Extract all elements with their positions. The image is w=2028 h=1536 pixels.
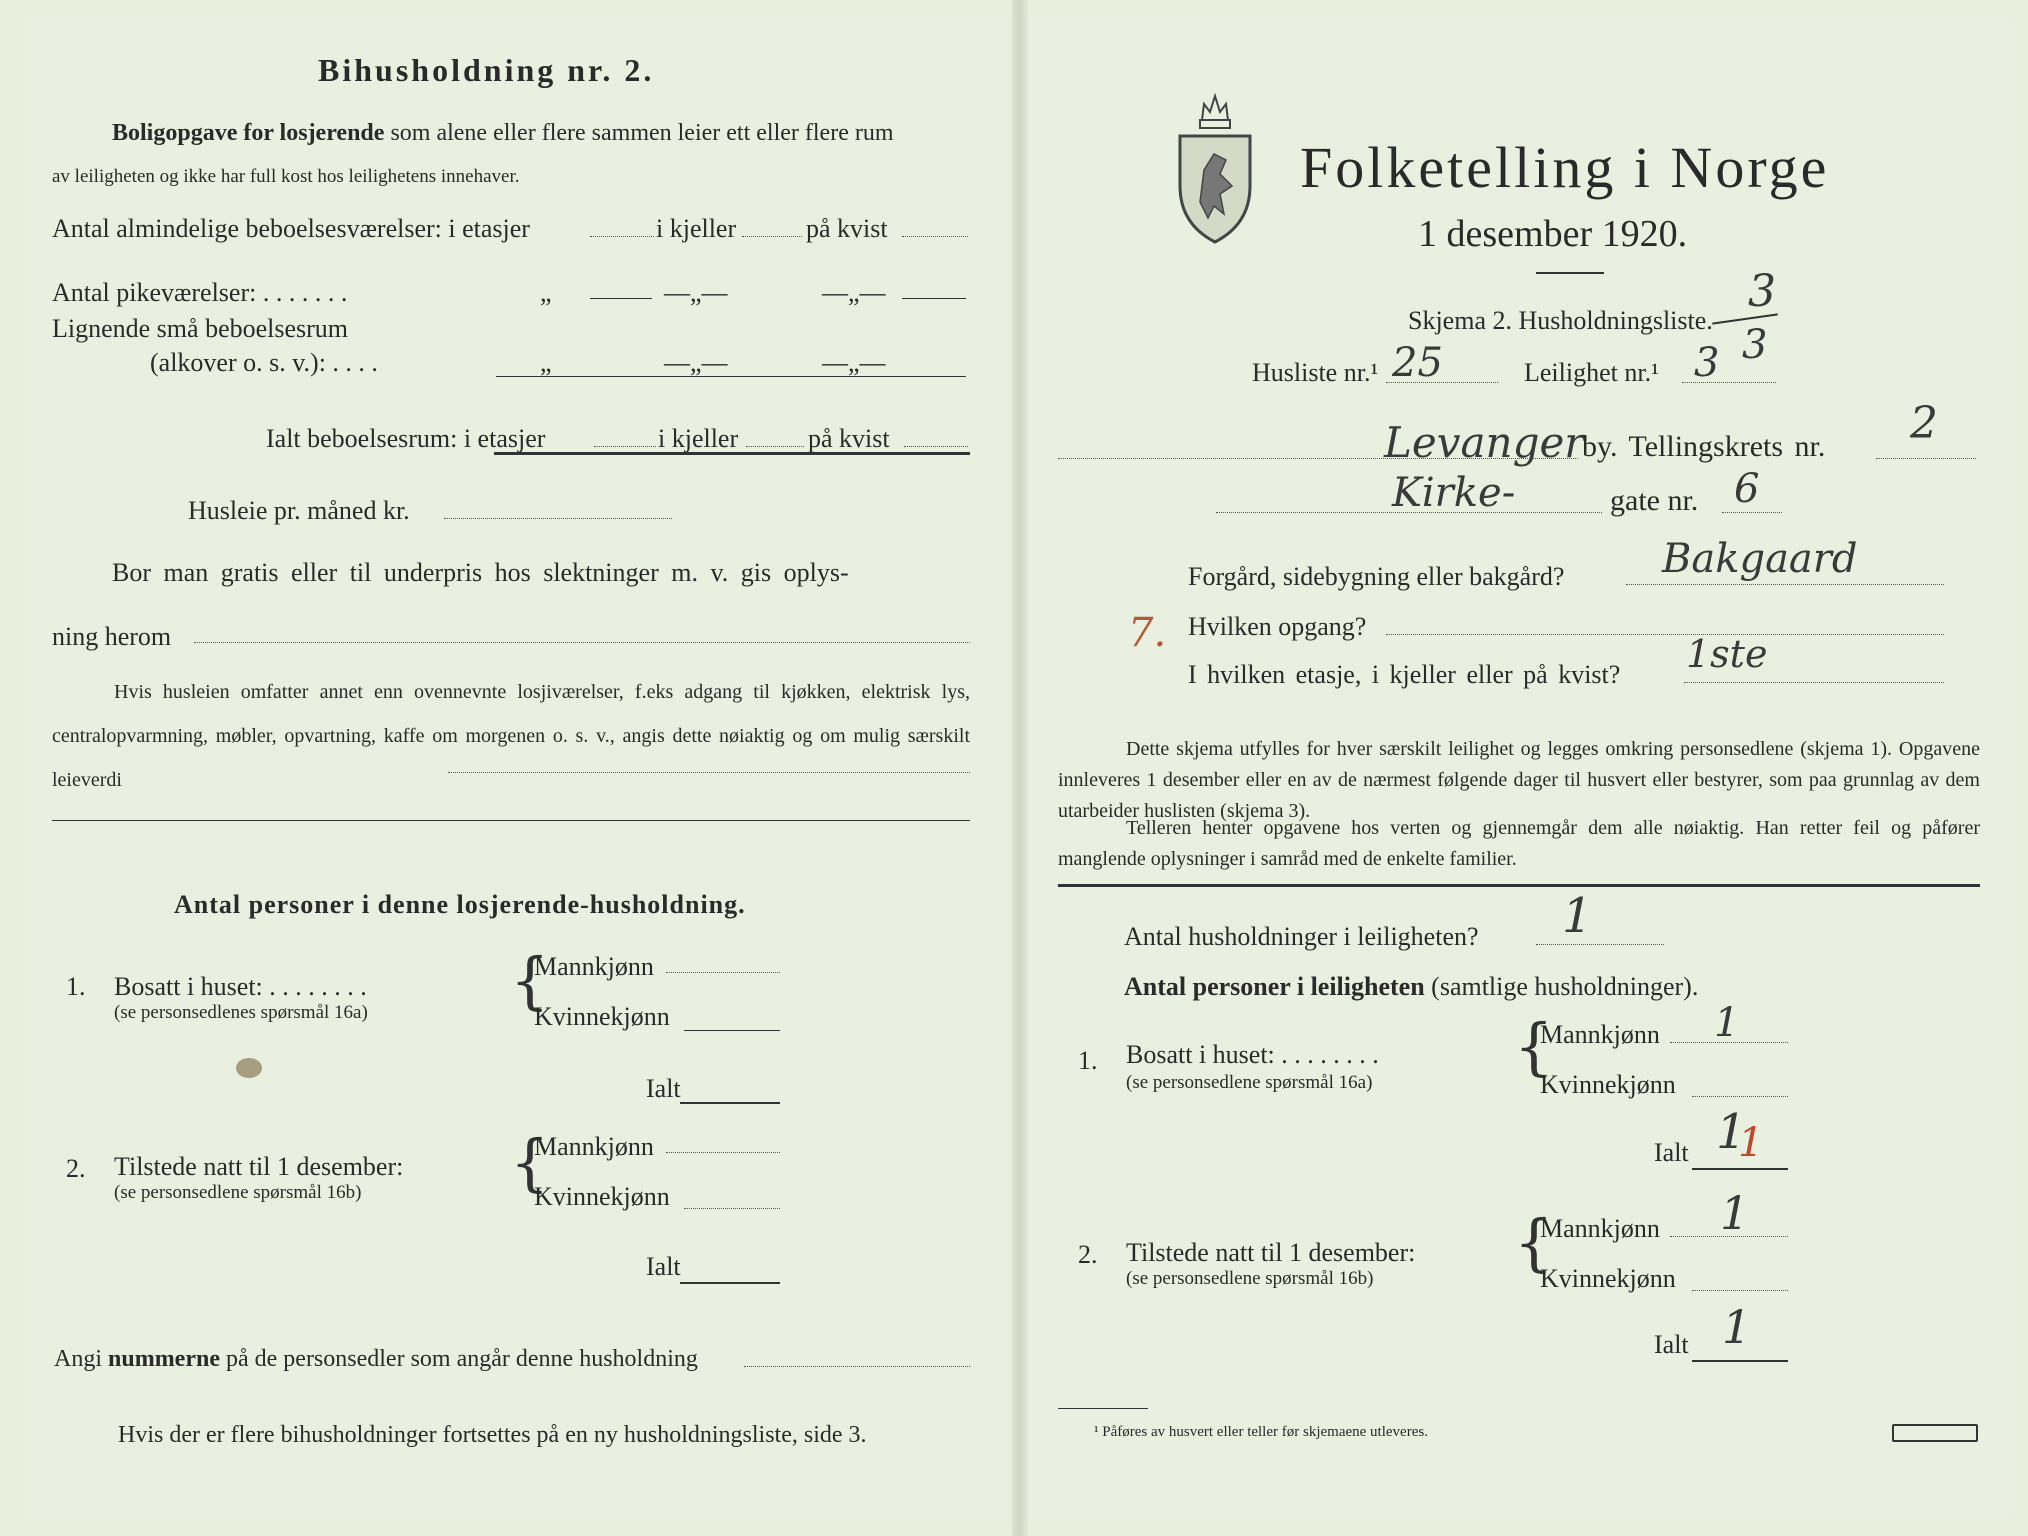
leilighet-value: 3 (1694, 340, 1720, 386)
antal-hush-label: Antal husholdninger i leiligheten? (1124, 922, 1479, 951)
left-q2-kvinne-label: Kvinnekjønn (534, 1182, 670, 1211)
right-q2-label: Tilstede natt til 1 desember: (1126, 1238, 1416, 1267)
ialt-kvist-field (904, 446, 968, 447)
ialt-etasjer-field (594, 446, 656, 447)
left-q1-kvinne-label: Kvinnekjønn (534, 1002, 670, 1031)
opgang-label: Hvilken opgang? (1188, 612, 1367, 641)
left-q1-brace: { (510, 944, 550, 1017)
right-q2-mann-value: 1 (1720, 1186, 1750, 1240)
right-q2-mann-field (1670, 1236, 1788, 1237)
rooms-kjeller-field (742, 236, 802, 237)
left-q2-ialt-field (680, 1282, 780, 1284)
ialt-kjeller-field (746, 446, 804, 447)
right-q2-ialt-field (1692, 1360, 1788, 1362)
rooms-kvist-field (902, 236, 968, 237)
right-q2-mann-label: Mannkjønn (1540, 1214, 1660, 1243)
ialt-kvist-label: på kvist (808, 424, 890, 453)
forgard-label: Forgård, sidebygning eller bakgård? (1188, 562, 1565, 591)
angi-pre: Angi (54, 1346, 102, 1372)
gate-nr-field (1722, 512, 1782, 513)
husleie-label: Husleie pr. måned kr. (188, 496, 410, 525)
page-fold (1012, 0, 1028, 1536)
etasje-label: I hvilken etasje, i kjeller eller på kvist? (1188, 660, 1621, 689)
lignende-ditto-2: —„— (664, 348, 728, 377)
forgard-field (1626, 584, 1944, 585)
coat-of-arms-icon (1174, 90, 1256, 246)
rooms-kvist-label: på kvist (806, 214, 888, 243)
right-q2-ialt-value: 1 (1722, 1300, 1752, 1354)
gratis-field (194, 642, 970, 643)
left-q2-label: Tilstede natt til 1 desember: (114, 1152, 404, 1181)
instructions-1: Dette skjema utfylles for hver særskilt leilighet og legges omkring personsedlene (skjema 1). Opgavene innleveres 1 desember eller en av de nærmest følgende dager til husvert eller bestyrer, som paa grunnlag av dem utarbeider huslisten (skjema 3). (1058, 738, 1980, 822)
left-q2-ialt-label: Ialt (646, 1252, 681, 1281)
by-value: Levanger (1384, 418, 1585, 467)
right-q1-mann-field (1670, 1042, 1788, 1043)
omfatter-field (448, 772, 970, 773)
left-q2-num: 2. (66, 1154, 86, 1183)
ialt-rooms-label: Ialt beboelsesrum: i etasjer (266, 424, 546, 453)
gratis-line-2: ning herom (52, 622, 172, 651)
forgard-value: Bakgaard (1662, 536, 1858, 582)
angi-line (54, 1346, 698, 1373)
right-q2-kvinne-label: Kvinnekjønn (1540, 1264, 1676, 1293)
ink-blot (236, 1058, 262, 1078)
intro-rest: som alene eller flere sammen leier ett eller flere rum (390, 120, 894, 146)
census-date: 1 desember 1920. (1418, 213, 1688, 255)
left-title: Bihusholdning nr. 2. (318, 52, 655, 88)
gate-label: gate nr. (1610, 484, 1699, 517)
right-q2-ialt-label: Ialt (1654, 1330, 1689, 1359)
left-q1-label: Bosatt i huset: . . . . . . . . (114, 972, 367, 1001)
pike-field-2 (902, 298, 966, 299)
left-q1-ialt-field (680, 1102, 780, 1104)
gate-nr-value: 6 (1734, 466, 1760, 512)
husliste-field (1386, 382, 1498, 383)
right-q2-sub: (se personsedlene spørsmål 16b) (1126, 1268, 1374, 1289)
right-q2-kvinne-field (1692, 1290, 1788, 1291)
printer-stamp (1892, 1424, 1978, 1442)
gate-field (1216, 512, 1602, 513)
omfatter-paragraph: Hvis husleien omfatter annet enn ovennevnte losjiværelser, f.eks adgang til kjøkken, elektrisk lys, centralopvarmning, møbler, opvartning, kaffe om morgenen o. s. v., angis dette nøiaktig og om mulig særskilt leieverdi (52, 681, 970, 791)
instructions-rule (1058, 884, 1980, 887)
ialt-rooms-underline (494, 452, 970, 455)
left-antal-heading: Antal personer i denne losjerende-husholdning. (174, 890, 746, 919)
right-q1-ialt-red-mark: 1 (1738, 1120, 1764, 1166)
angi-bold: nummerne (108, 1346, 220, 1372)
lignende-ditto-3: —„— (822, 348, 886, 377)
left-q2-kvinne-field (684, 1208, 780, 1209)
right-title: Folketelling i Norge (1300, 135, 1830, 200)
footnote-rule (1058, 1408, 1148, 1409)
left-q1-ialt-label: Ialt (646, 1074, 681, 1103)
pike-ditto-2: —„— (664, 278, 728, 307)
right-q1-kvinne-field (1692, 1096, 1788, 1097)
title-rule (1536, 272, 1604, 274)
footnote: ¹ Påføres av husvert eller teller før skjemaene utleveres. (1094, 1424, 1428, 1440)
pike-field-1 (590, 298, 652, 299)
angi-rest: på de personsedler som angår denne husholdning (225, 1346, 698, 1372)
skjema-label: Skjema 2. Husholdningsliste. (1408, 306, 1713, 335)
right-q1-brace: { (1514, 1010, 1554, 1083)
left-q1-mann-field (666, 972, 780, 973)
lignende-ditto-1: „ (540, 348, 552, 377)
right-q2-brace: { (1514, 1206, 1554, 1279)
pike-ditto-3: —„— (822, 278, 886, 307)
husleie-field (444, 518, 672, 519)
etasje-field (1684, 682, 1944, 683)
leilighet-field (1682, 382, 1776, 383)
pike-ditto-1: „ (540, 278, 552, 307)
by-label: by. Tellingskrets nr. (1582, 430, 1826, 463)
ialt-kjeller-label: i kjeller (658, 424, 739, 453)
margin-mark: 7. (1128, 610, 1167, 656)
intro-bold: Boligopgave for losjerende (112, 120, 385, 146)
pike-label: Antal pikeværelser: . . . . . . . (52, 278, 348, 307)
lignende-label-1: Lignende små beboelsesrum (52, 314, 349, 343)
omfatter-line-2 (52, 820, 970, 821)
left-q2-brace: { (510, 1126, 550, 1199)
left-q2-sub: (se personsedlene spørsmål 16b) (114, 1182, 362, 1203)
krets-field (1876, 458, 1976, 459)
antal-pers-rest: (samtlige husholdninger). (1431, 972, 1699, 1001)
by-field (1058, 458, 1578, 459)
antal-pers-line (1124, 972, 1698, 1002)
right-q1-sub: (se personsedlene spørsmål 16a) (1126, 1072, 1373, 1093)
right-q1-mann-value: 1 (1714, 1000, 1740, 1046)
gratis-line-1: Bor man gratis eller til underpris hos slektninger m. v. gis oplys- (112, 558, 849, 587)
right-q2-num: 2. (1078, 1240, 1098, 1269)
right-q1-label: Bosatt i huset: . . . . . . . . (1126, 1040, 1379, 1069)
husliste-label: Husliste nr.¹ (1252, 358, 1379, 387)
left-footer: Hvis der er flere bihusholdninger fortsettes på en ny husholdningsliste, side 3. (118, 1422, 867, 1448)
rooms-etasjer-field (590, 236, 654, 237)
lignende-underline (496, 376, 966, 377)
right-q1-ialt-label: Ialt (1654, 1138, 1689, 1167)
left-q1-num: 1. (66, 972, 86, 1001)
left-q2-mann-field (666, 1152, 780, 1153)
antal-hush-value: 1 (1562, 888, 1593, 944)
lignende-label-2: (alkover o. s. v.): . . . . (150, 348, 378, 377)
leilighet-label: Leilighet nr.¹ (1524, 358, 1659, 387)
right-q1-mann-label: Mannkjønn (1540, 1020, 1660, 1049)
opgang-field (1386, 634, 1944, 635)
instructions-2: Telleren henter opgavene hos verten og gjennemgår dem alle nøiaktig. Han retter feil og påfører manglende oplysninger i samråd med de enkelte familier. (1058, 817, 1980, 870)
right-q1-ialt-field (1692, 1168, 1788, 1170)
right-q1-kvinne-label: Kvinnekjønn (1540, 1070, 1676, 1099)
antal-pers-bold: Antal personer i leiligheten (1124, 972, 1425, 1001)
left-q1-mann-label: Mannkjønn (534, 952, 654, 981)
antal-hush-field (1536, 944, 1664, 945)
right-q1-ialt-value: 1 (1716, 1104, 1747, 1160)
intro-line-1 (112, 120, 894, 147)
skjema-hand-top: 3 (1748, 266, 1776, 317)
skjema-hand-bottom: 3 (1742, 322, 1768, 368)
left-q1-kvinne-field (684, 1030, 780, 1031)
rooms-label: Antal almindelige beboelsesværelser: i etasjer (52, 214, 530, 243)
right-q1-num: 1. (1078, 1046, 1098, 1075)
husliste-value: 25 (1392, 340, 1443, 386)
rooms-kjeller-label: i kjeller (656, 214, 737, 243)
krets-value: 2 (1910, 398, 1938, 449)
left-q2-mann-label: Mannkjønn (534, 1132, 654, 1161)
left-q1-sub: (se personsedlenes spørsmål 16a) (114, 1002, 368, 1023)
etasje-value: 1ste (1686, 632, 1768, 676)
intro-line-2: av leiligheten og ikke har full kost hos leilighetens innehaver. (52, 166, 520, 187)
gate-value: Kirke- (1392, 470, 1516, 516)
angi-field (744, 1366, 970, 1367)
